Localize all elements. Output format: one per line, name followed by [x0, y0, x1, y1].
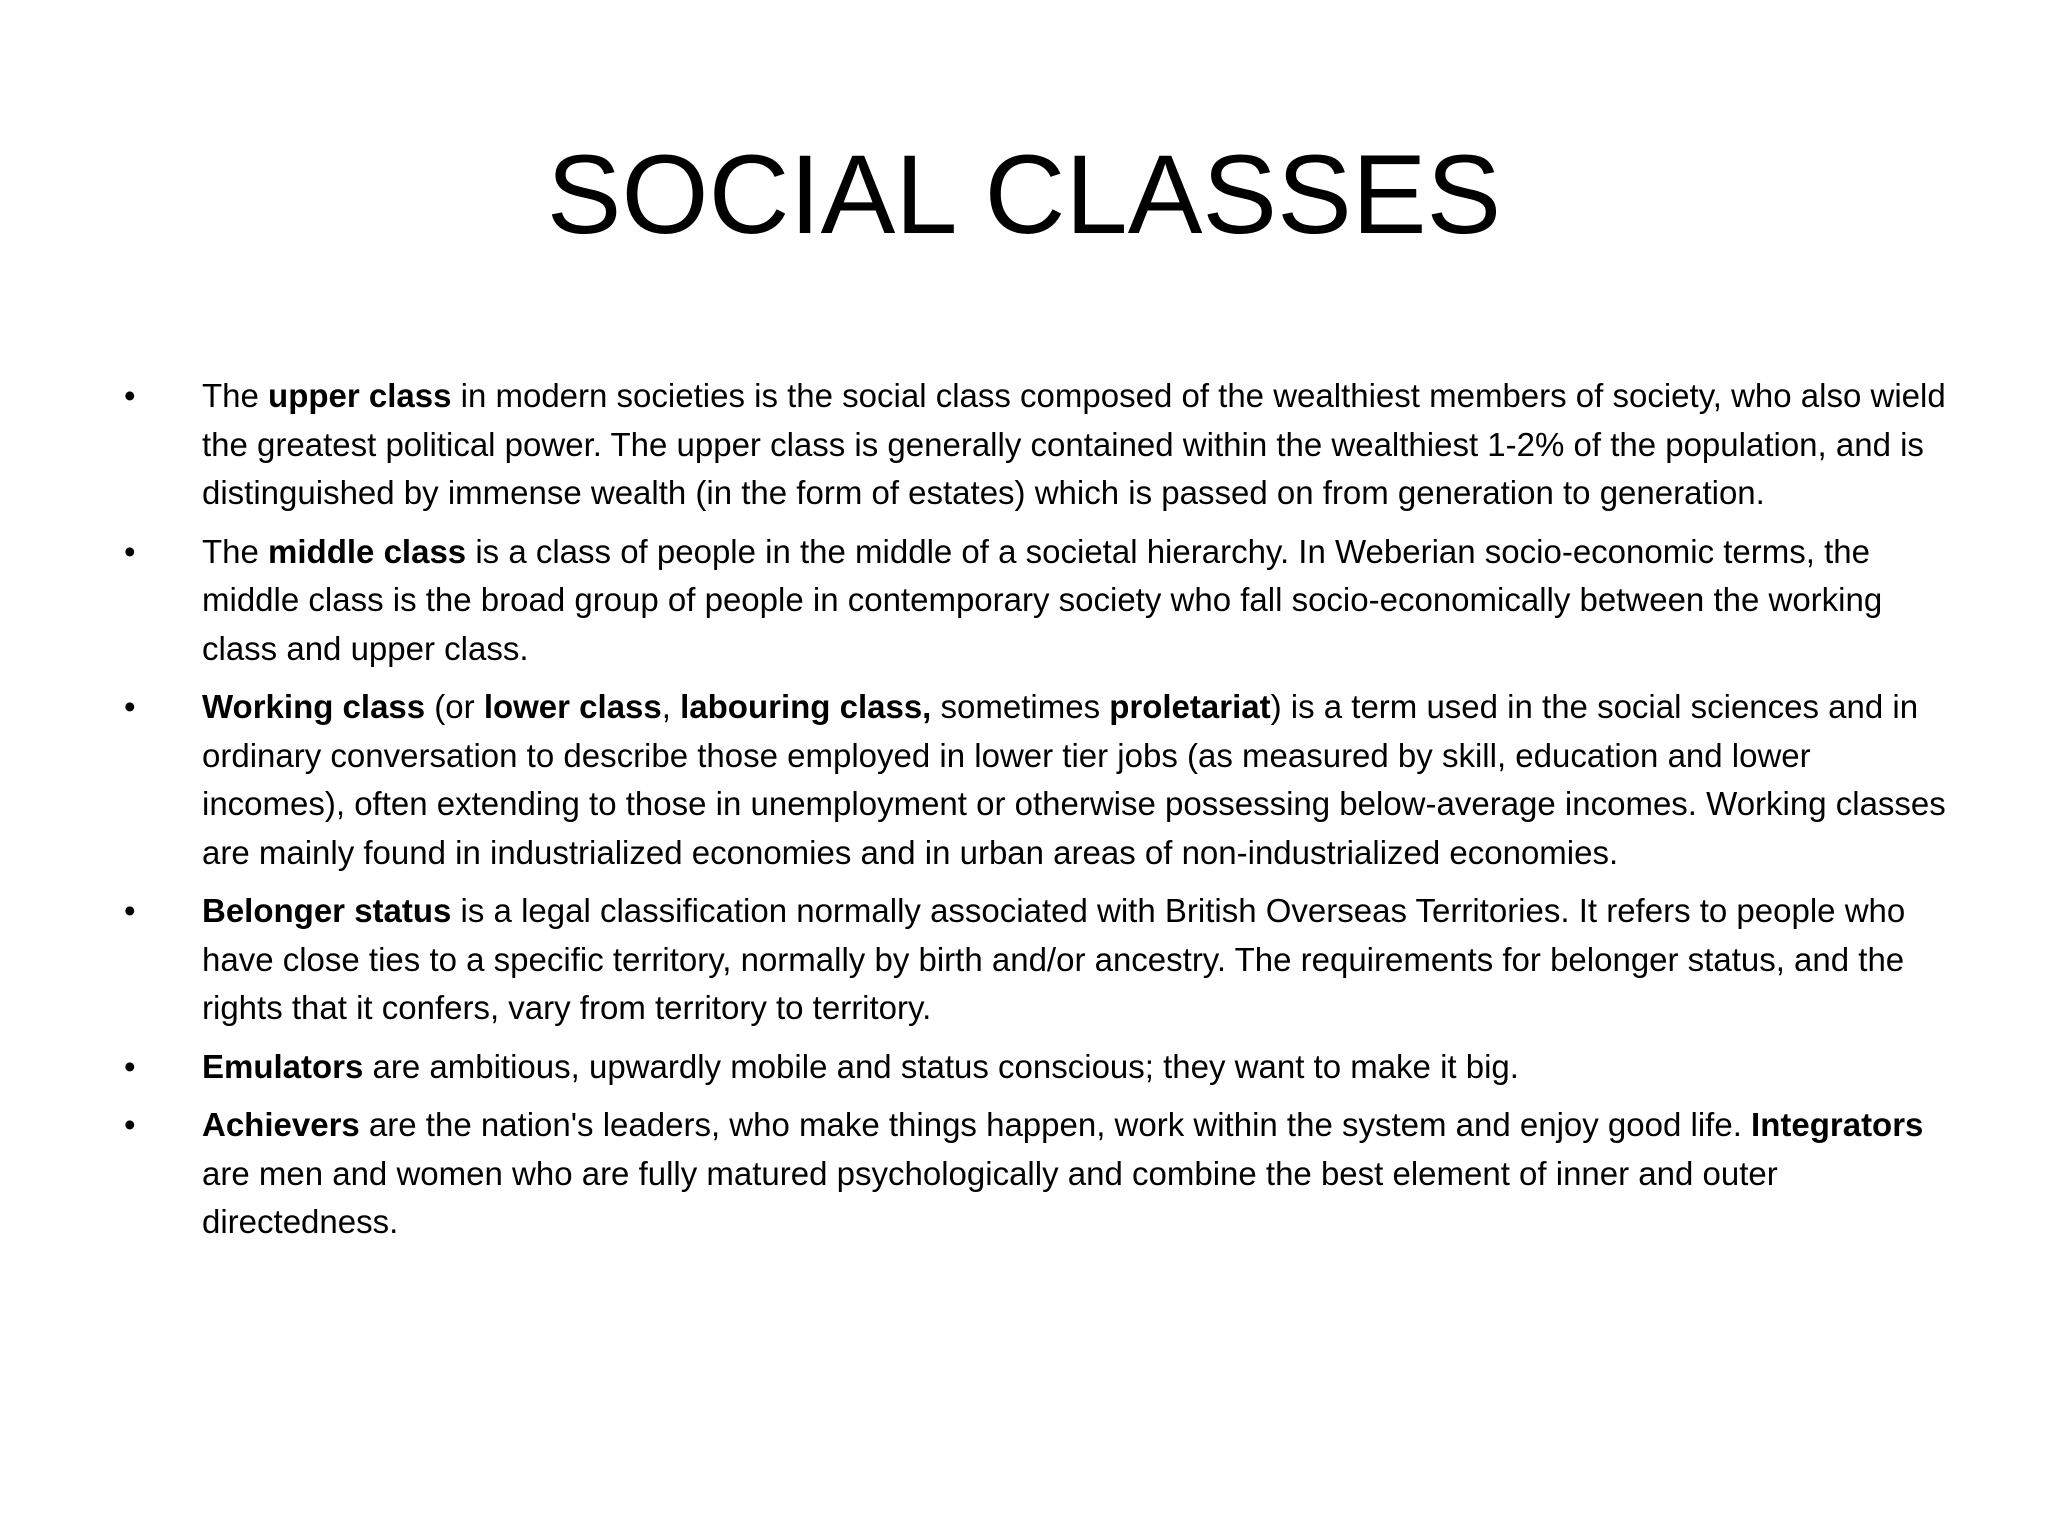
- bullet-text: [202, 377, 1946, 511]
- bullet-icon: •: [124, 892, 136, 929]
- bullet-item-achievers-integrators: [120, 1101, 1950, 1247]
- text-segment: ) is a term used in the social sciences and in ordinary conversation to describe those employed in lower tier jobs (as measured by skill, education and lower incomes), often extending to those in unemployment or otherwise possessing below-average incomes. Working classes are mainly found in industrialized economies and in urban areas of non-industrialized economies.: [202, 688, 1946, 871]
- bullet-item-emulators: [120, 1043, 1950, 1092]
- bold-term: Belonger status: [202, 892, 452, 929]
- bold-term: upper class: [268, 377, 452, 414]
- bullet-icon: •: [124, 377, 136, 414]
- bullet-item-working-class: [120, 683, 1950, 877]
- bullet-icon: •: [124, 688, 136, 725]
- bullet-text: [202, 1048, 1519, 1085]
- text-segment: The: [202, 377, 269, 414]
- text-segment: (or: [425, 688, 484, 725]
- bold-term: Emulators: [202, 1047, 364, 1085]
- text-segment: The: [202, 532, 269, 570]
- text-segment: is a legal classification normally associated with British Overseas Territories. It refers to people who have close ties to a specific territory, normally by birth and/or ancestry. The requirements for belonger status, and the rights that it confers, vary from territory to territory.: [202, 892, 1906, 1026]
- bold-term: lower class: [483, 688, 662, 725]
- bullet-item-belonger-status: [120, 887, 1950, 1033]
- bold-term: Integrators: [1751, 1106, 1924, 1143]
- bold-term: Working class: [202, 688, 426, 725]
- bullet-text: [202, 688, 1946, 871]
- bullet-text: [202, 1106, 1923, 1240]
- text-segment: in modern societies is the social class composed of the wealthiest members of society, who also wield the greatest political power. The upper class is generally contained within the wealthiest 1-2% of the population, and is distinguished by immense wealth (in the form of estates) which is passed on from generation to generation.: [202, 377, 1946, 511]
- bullet-icon: •: [124, 1106, 136, 1143]
- text-segment: are ambitious, upwardly mobile and status conscious; they want to make it big.: [363, 1047, 1519, 1085]
- bold-term: proletariat: [1109, 688, 1271, 725]
- bullet-list: [120, 372, 1950, 1257]
- text-segment: is a class of people in the middle of a societal hierarchy. In Weberian socio-economic terms, the middle class is the broad group of people in contemporary society who fall socio-economically between the working class and upper class.: [202, 532, 1883, 667]
- bullet-item-upper-class: [120, 372, 1950, 518]
- bullet-text: [202, 533, 1882, 667]
- bullet-icon: •: [124, 1047, 136, 1085]
- bold-term: middle class: [268, 532, 467, 570]
- text-segment: are men and women who are fully matured psychologically and combine the best element of inner and outer directedness.: [202, 1154, 1778, 1240]
- text-segment: are the nation's leaders, who make things happen, work within the system and enjoy good life.: [359, 1106, 1752, 1143]
- slide-title: SOCIAL CLASSES: [546, 132, 1502, 257]
- bullet-item-middle-class: [120, 528, 1950, 674]
- text-segment: sometimes: [931, 688, 1110, 725]
- bold-term: labouring class,: [680, 688, 932, 725]
- text-segment: ,: [661, 688, 681, 725]
- bold-term: Achievers: [202, 1106, 360, 1143]
- bullet-icon: •: [124, 532, 136, 570]
- bullet-text: [202, 892, 1905, 1026]
